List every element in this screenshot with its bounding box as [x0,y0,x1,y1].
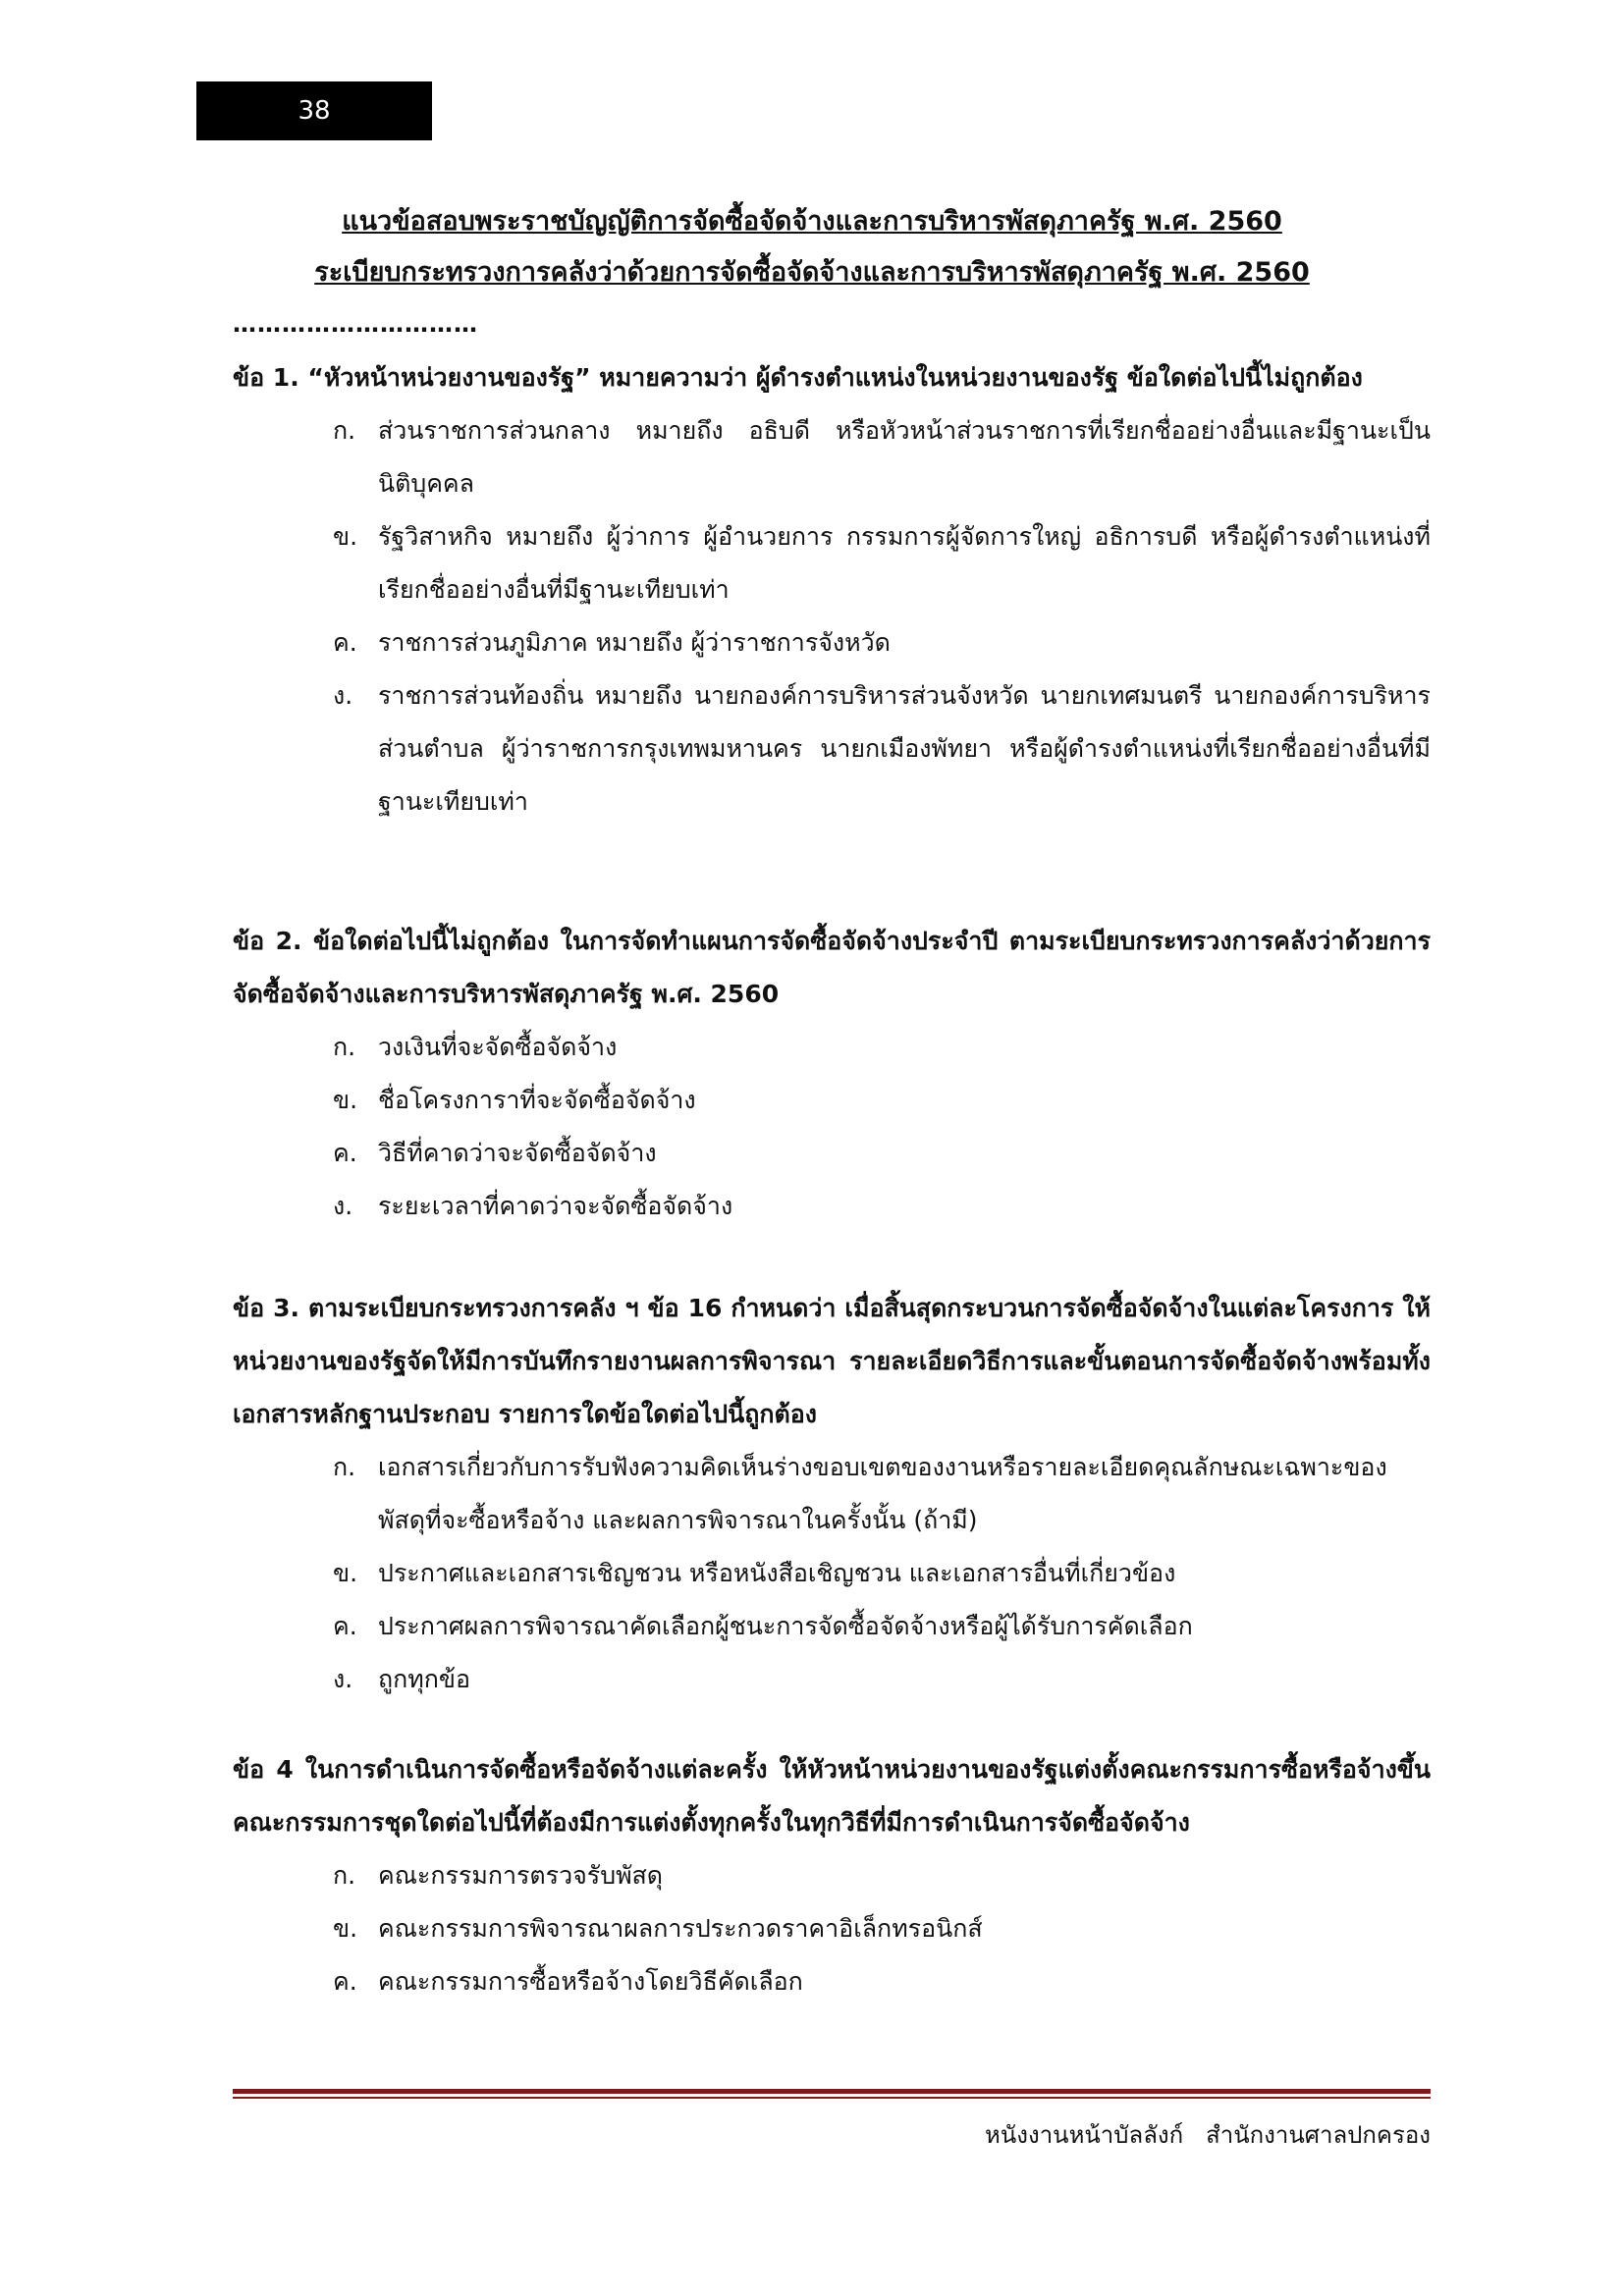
document-title [233,196,1391,298]
option-text: เอกสารเกี่ยวกับการรับฟังความคิดเห็นร่างขอบเขตของงานหรือรายละเอียดคุณลักษณะเฉพาะของพัสดุที่จะซื้อหรือจ้าง และผลการพิจารณาในครั้งนั้น (ถ้ามี) [378,1453,1387,1534]
options-list [233,1021,1431,1233]
separator-dots: ………………………… [233,310,478,338]
option-letter: ง. [333,1665,353,1693]
option-letter: ค. [333,628,357,657]
options-list [233,1441,1431,1706]
option-letter: ค. [333,1612,357,1640]
title-line-1: แนวข้อสอบพระราชบัญญัติการจัดซื้อจัดจ้างและการบริหารพัสดุภาครัฐ พ.ศ. 2560 [342,206,1282,237]
page-number: 38 [298,96,331,126]
option-text: คณะกรรมการซื้อหรือจ้างโดยวิธีคัดเลือก [378,1967,803,1996]
option-letter: ง. [333,681,353,710]
option-text: รัฐวิสาหกิจ หมายถึง ผู้ว่าการ ผู้อำนวยการ กรรมการผู้จัดการใหญ่ อธิการบดี หรือผู้ดำรงตำแหน่งที่เรียกชื่ออย่างอื่นที่มีฐานะเทียบเท่า [378,522,1431,604]
option-text: ถูกทุกข้อ [378,1665,470,1693]
option-item [233,1127,1431,1180]
option-letter: ก. [333,416,356,445]
option-item [233,1180,1431,1233]
option-text: ราชการส่วนภูมิภาค หมายถึง ผู้ว่าราชการจังหวัด [378,628,891,657]
footer-rule [233,2089,1431,2094]
option-text: วิธีที่คาดว่าจะจัดซื้อจัดจ้าง [378,1139,657,1167]
option-item [233,510,1431,616]
option-item [233,1441,1431,1547]
option-text: ชื่อโครงการาที่จะจัดซื้อจัดจ้าง [378,1086,696,1114]
question-text: ข้อ 2. ข้อใดต่อไปนี้ไม่ถูกต้อง ในการจัดทำแผนการจัดซื้อจัดจ้างประจำปี ตามระเบียบกระทรวงการคลังว่าด้วยการจัดซื้อจัดจ้างและการบริหารพัสดุภาครัฐ พ.ศ. 2560 [233,927,1431,1008]
option-text: ประกาศและเอกสารเชิญชวน หรือหนังสือเชิญชวน และเอกสารอื่นที่เกี่ยวข้อง [378,1559,1176,1587]
option-item [233,1955,1431,2008]
option-text: ประกาศผลการพิจารณาคัดเลือกผู้ชนะการจัดซื้อจัดจ้างหรือผู้ได้รับการคัดเลือก [378,1612,1193,1640]
options-list [233,404,1431,828]
question-3 [233,1282,1431,1706]
option-item [233,1653,1431,1706]
option-text: คณะกรรมการตรวจรับพัสดุ [378,1861,664,1890]
question-text: ข้อ 3. ตามระเบียบกระทรวงการคลัง ฯ ข้อ 16 กำหนดว่า เมื่อสิ้นสุดกระบวนการจัดซื้อจัดจ้างในแต่ละโครงการ ให้หน่วยงานของรัฐจัดให้มีการบันทึกรายงานผลการพิจารณา รายละเอียดวิธีการและขั้นตอนการจัดซื้อจัดจ้างพร้อมทั้งเอกสารหลักฐานประกอบ รายการใดข้อใดต่อไปนี้ถูกต้อง [233,1294,1431,1428]
option-letter: ก. [333,1033,356,1061]
option-letter: ข. [333,522,358,551]
page-number-box [196,81,432,140]
option-letter: ก. [333,1861,356,1890]
option-item [233,1849,1431,1902]
option-text: ระยะเวลาที่คาดว่าจะจัดซื้อจัดจ้าง [378,1192,733,1220]
option-letter: ง. [333,1192,353,1220]
option-item [233,404,1431,510]
option-item [233,1021,1431,1074]
option-item [233,1074,1431,1127]
option-letter: ข. [333,1086,358,1114]
option-item [233,669,1431,828]
option-letter: ข. [333,1559,358,1587]
footer-text: หนังงานหน้าบัลลังก์ สำนักงานศาลปกครอง [985,2121,1431,2149]
option-letter: ค. [333,1967,357,1996]
question-2 [233,915,1431,1233]
question-4 [233,1743,1431,2008]
option-text: วงเงินที่จะจัดซื้อจัดจ้าง [378,1033,618,1061]
option-item [233,616,1431,669]
option-item [233,1600,1431,1653]
footer-rule-thin [233,2097,1431,2099]
question-1 [233,351,1431,828]
option-letter: ข. [333,1914,358,1943]
option-item [233,1547,1431,1600]
option-letter: ก. [333,1453,356,1481]
options-list [233,1849,1431,2008]
question-text: ข้อ 1. “หัวหน้าหน่วยงานของรัฐ” หมายความว่า ผู้ดำรงตำแหน่งในหน่วยงานของรัฐ ข้อใดต่อไปนี้ไม่ถูกต้อง [233,363,1363,392]
option-letter: ค. [333,1139,357,1167]
option-text: คณะกรรมการพิจารณาผลการประกวดราคาอิเล็กทรอนิกส์ [378,1914,983,1943]
option-text: ส่วนราชการส่วนกลาง หมายถึง อธิบดี หรือหัวหน้าส่วนราชการที่เรียกชื่ออย่างอื่นและมีฐานะเป็นนิติบุคคล [378,416,1431,498]
title-line-2: ระเบียบกระทรวงการคลังว่าด้วยการจัดซื้อจัดจ้างและการบริหารพัสดุภาครัฐ พ.ศ. 2560 [314,257,1310,288]
question-text: ข้อ 4 ในการดำเนินการจัดซื้อหรือจัดจ้างแต่ละครั้ง ให้หัวหน้าหน่วยงานของรัฐแต่งตั้งคณะกรรมการซื้อหรือจ้างขึ้น คณะกรรมการชุดใดต่อไปนี้ที่ต้องมีการแต่งตั้งทุกครั้งในทุกวิธีที่มีการดำเนินการจัดซื้อจัดจ้าง [233,1755,1431,1837]
option-text: ราชการส่วนท้องถิ่น หมายถึง นายกองค์การบริหารส่วนจังหวัด นายกเทศมนตรี นายกองค์การบริหารส่วนตำบล ผู้ว่าราชการกรุงเทพมหานคร นายกเมืองพัทยา หรือผู้ดำรงตำแหน่งที่เรียกชื่ออย่างอื่นที่มีฐานะเทียบเท่า [378,681,1431,816]
option-item [233,1902,1431,1955]
